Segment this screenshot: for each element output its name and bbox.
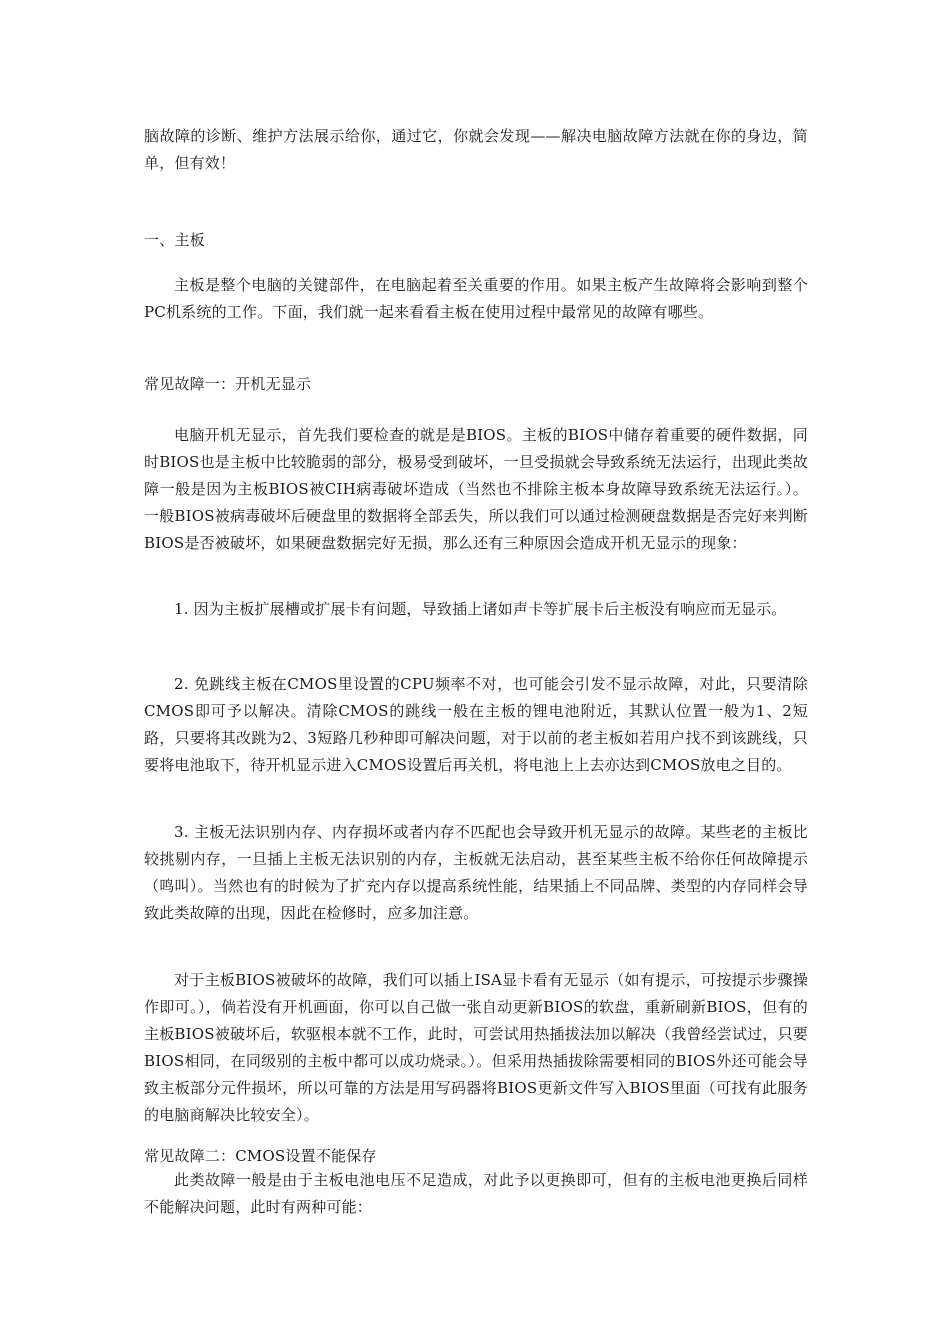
- fault1-item-3: 3. 主板无法识别内存、内存损坏或者内存不匹配也会导致开机无显示的故障。某些老的主板比较挑剔内存，一旦插上主板无法识别的内存，主板就无法启动，甚至某些主板不给你任何故障提示（鸣叫）。当然也有的时候为了扩充内存以提高系统性能，结果插上不同品牌、类型的内存同样会导致此类故障的出现，因此在检修时，应多加注意。: [144, 823, 808, 922]
- fault2-heading: 常见故障二：CMOS设置不能保存: [144, 1147, 377, 1165]
- section-intro-paragraph: 主板是整个电脑的关键部件，在电脑起着至关重要的作用。如果主板产生故障将会影响到整个PC机系统的工作。下面，我们就一起来看看主板在使用过程中最常见的故障有哪些。: [144, 276, 808, 321]
- fault1-intro-paragraph: 电脑开机无显示，首先我们要检查的就是是BIOS。主板的BIOS中储存着重要的硬件数据，同时BIOS也是主板中比较脆弱的部分，极易受到破坏，一旦受损就会导致系统无法运行，出现此类故障一般是因为主板BIOS被CIH病毒破坏造成（当然也不排除主板本身故障导致系统无法运行。）。一般BIOS被病毒破坏后硬盘里的数据将全部丢失，所以我们可以通过检测硬盘数据是否完好来判断BIOS是否被破坏，如果硬盘数据完好无损，那么还有三种原因会造成开机无显示的现象：: [144, 426, 808, 552]
- fault1-item-2: 2. 免跳线主板在CMOS里设置的CPU频率不对，也可能会引发不显示故障，对此，只要清除CMOS即可予以解决。清除CMOS的跳线一般在主板的锂电池附近，其默认位置一般为1、2短路，只要将其改跳为2、3短路几秒种即可解决问题，对于以前的老主板如若用户找不到该跳线，只要将电池取下，待开机显示进入CMOS设置后再关机，将电池上上去亦达到CMOS放电之目的。: [144, 675, 808, 774]
- fault1-item-1: 1. 因为主板扩展槽或扩展卡有问题，导致插上诸如声卡等扩展卡后主板没有响应而无显示。: [174, 600, 787, 618]
- fault2-intro-paragraph: 此类故障一般是由于主板电池电压不足造成，对此予以更换即可，但有的主板电池更换后同样不能解决问题，此时有两种可能：: [144, 1171, 808, 1216]
- fault1-heading: 常见故障一：开机无显示: [144, 375, 312, 393]
- section-heading-motherboard: 一、主板: [144, 231, 205, 249]
- fault1-bios-paragraph: 对于主板BIOS被破坏的故障，我们可以插上ISA显卡看有无显示（如有提示，可按提示步骤操作即可。），倘若没有开机画面，你可以自己做一张自动更新BIOS的软盘，重新刷新BIOS，但有的主板BIOS被破坏后，软驱根本就不工作，此时，可尝试用热插拔法加以解决（我曾经尝试过，只要BIOS相同，在同级别的主板中都可以成功烧录。）。但采用热插拔除需要相同的BIOS外还可能会导致主板部分元件损坏，所以可靠的方法是用写码器将BIOS更新文件写入BIOS里面（可找有此服务的电脑商解决比较安全）。: [144, 971, 808, 1124]
- intro-paragraph: 脑故障的诊断、维护方法展示给你，通过它，你就会发现——解决电脑故障方法就在你的身边，简单，但有效！: [144, 127, 808, 172]
